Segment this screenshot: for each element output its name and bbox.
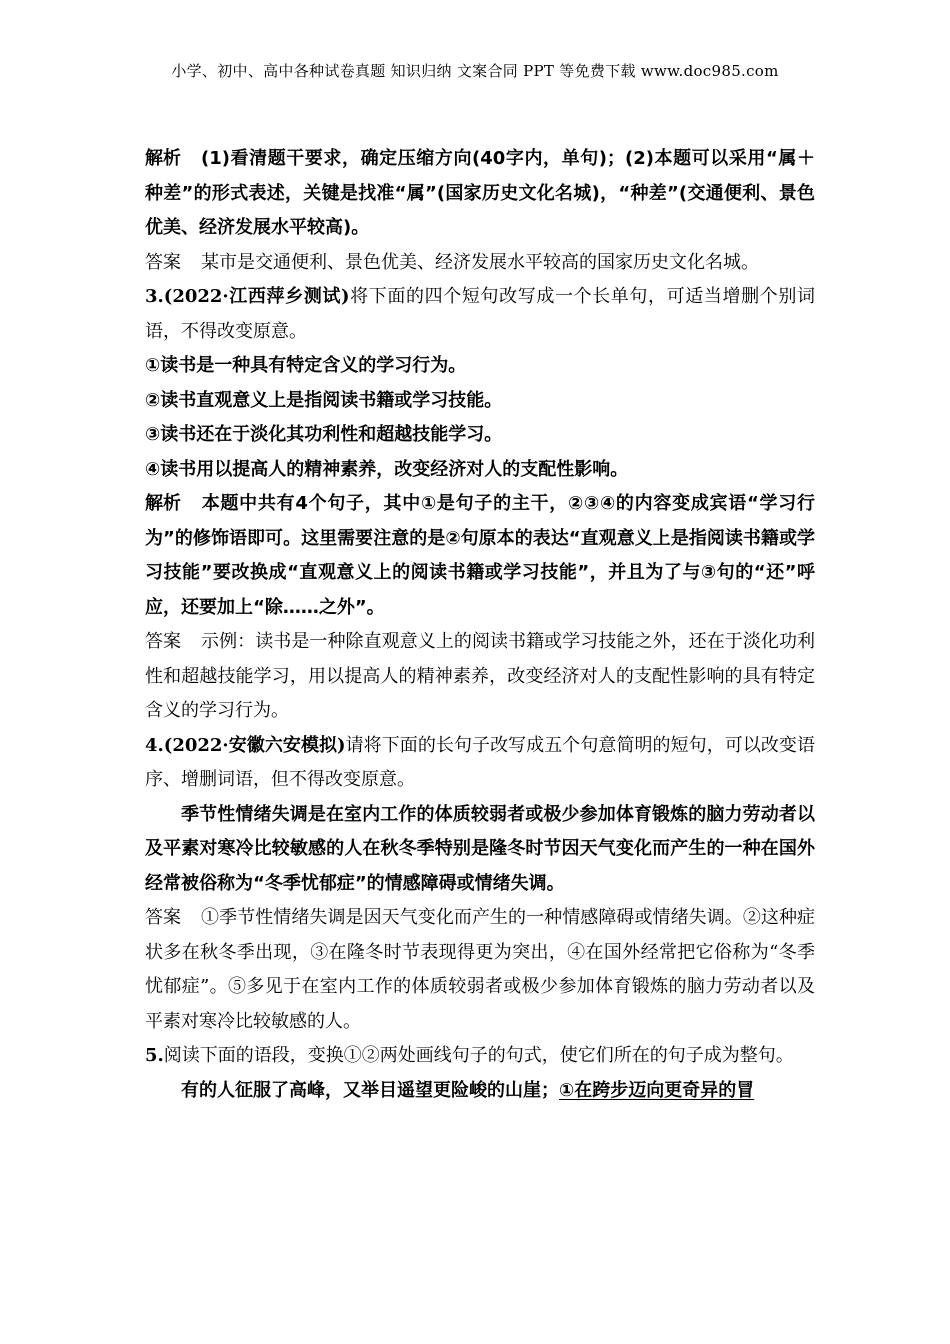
q4-prompt: 请将下面的长句子改写成五个句意简明的短句，可以改变语序、增删词语，但不得改变原意。 [145, 734, 815, 790]
q2-analysis [145, 142, 815, 246]
q5-number: 5. [145, 1045, 164, 1066]
page-header: 小学、初中、高中各种试卷真题 知识归纳 文案合同 PPT 等免费下载 www.doc985.com [171, 62, 779, 80]
q4-question [145, 729, 815, 798]
q3-item-3: ③读书还在于淡化其功利性和超越技能学习。 [145, 424, 503, 445]
q4-passage: 季节性情绪失调是在室内工作的体质较弱者或极少参加体育锻炼的脑力劳动者以及平素对寒冷比较敏感的人在秋冬季特别是隆冬时节因天气变化而产生的一种在国外经常被俗称为“冬季忧郁症”的情感障碍或情绪失调。 [145, 803, 815, 894]
q3-prompt: 将下面的四个短句改写成一个长单句，可适当增删个别词语，不得改变原意。 [145, 286, 815, 342]
q3-question [145, 280, 815, 349]
q3-item-2: ②读书直观意义上是指阅读书籍或学习技能。 [145, 389, 503, 411]
q5-question [145, 1039, 815, 1074]
analysis-label: 解析 [145, 493, 181, 514]
q4-source: (2022·安徽六安模拟) [163, 734, 346, 756]
q5-passage [145, 1074, 815, 1109]
q2-answer-text: 某市是交通便利、景色优美、经济发展水平较高的国家历史文化名城。 [201, 251, 759, 273]
document-body [145, 142, 815, 1108]
answer-label: 答案 [145, 907, 181, 928]
q3-analysis [145, 487, 815, 625]
q5-underlined-sentence-1: ①在跨步迈向更奇异的冒 [559, 1079, 755, 1101]
q3-answer [145, 625, 815, 729]
q3-source: (2022·江西萍乡测试) [163, 286, 350, 307]
q3-item-4: ④读书用以提高人的精神素养，改变经济对人的支配性影响。 [145, 458, 629, 480]
q5-prompt: 阅读下面的语段，变换①②两处画线句子的句式，使它们所在的句子成为整句。 [163, 1045, 794, 1066]
q3-analysis-text: 本题中共有4个句子，其中①是句子的主干，②③④的内容变成宾语“学习行为”的修饰语即可。这里需要注意的是②句原本的表达“直观意义上是指阅读书籍或学习技能”要改换成“直观意义上的阅读书籍或学习技能”，并且为了与③句的“还”呼应，还要加上“除……之外”。 [145, 493, 815, 618]
analysis-label: 解析 [145, 148, 181, 169]
q3-item-1: ①读书是一种具有特定含义的学习行为。 [145, 355, 467, 376]
q3-number: 3. [145, 286, 164, 307]
q5-passage-text: 有的人征服了高峰，又举目遥望更险峻的山崖； [181, 1079, 559, 1101]
q2-analysis-text: (1)看清题干要求，确定压缩方向(40字内，单句)；(2)本题可以采用“属＋种差”的形式表述，关键是找准“属”(国家历史文化名城)，“种差”(交通便利、景色优美、经济发展水平较高)。 [145, 148, 815, 238]
answer-label: 答案 [145, 631, 181, 652]
answer-label: 答案 [145, 251, 181, 273]
q2-answer [145, 246, 815, 281]
q4-answer-text: ①季节性情绪失调是因天气变化而产生的一种情感障碍或情绪失调。②这种症状多在秋冬季出现，③在隆冬时节表现得更为突出，④在国外经常把它俗称为“冬季忧郁症”。⑤多见于在室内工作的体质较弱者或极少参加体育锻炼的脑力劳动者以及平素对寒冷比较敏感的人。 [145, 907, 815, 1032]
q4-number: 4. [145, 734, 164, 756]
q4-answer [145, 901, 815, 1039]
q3-answer-text: 示例：读书是一种除直观意义上的阅读书籍或学习技能之外，还在于淡化功利性和超越技能学习，用以提高人的精神素养，改变经济对人的支配性影响的具有特定含义的学习行为。 [145, 631, 815, 721]
